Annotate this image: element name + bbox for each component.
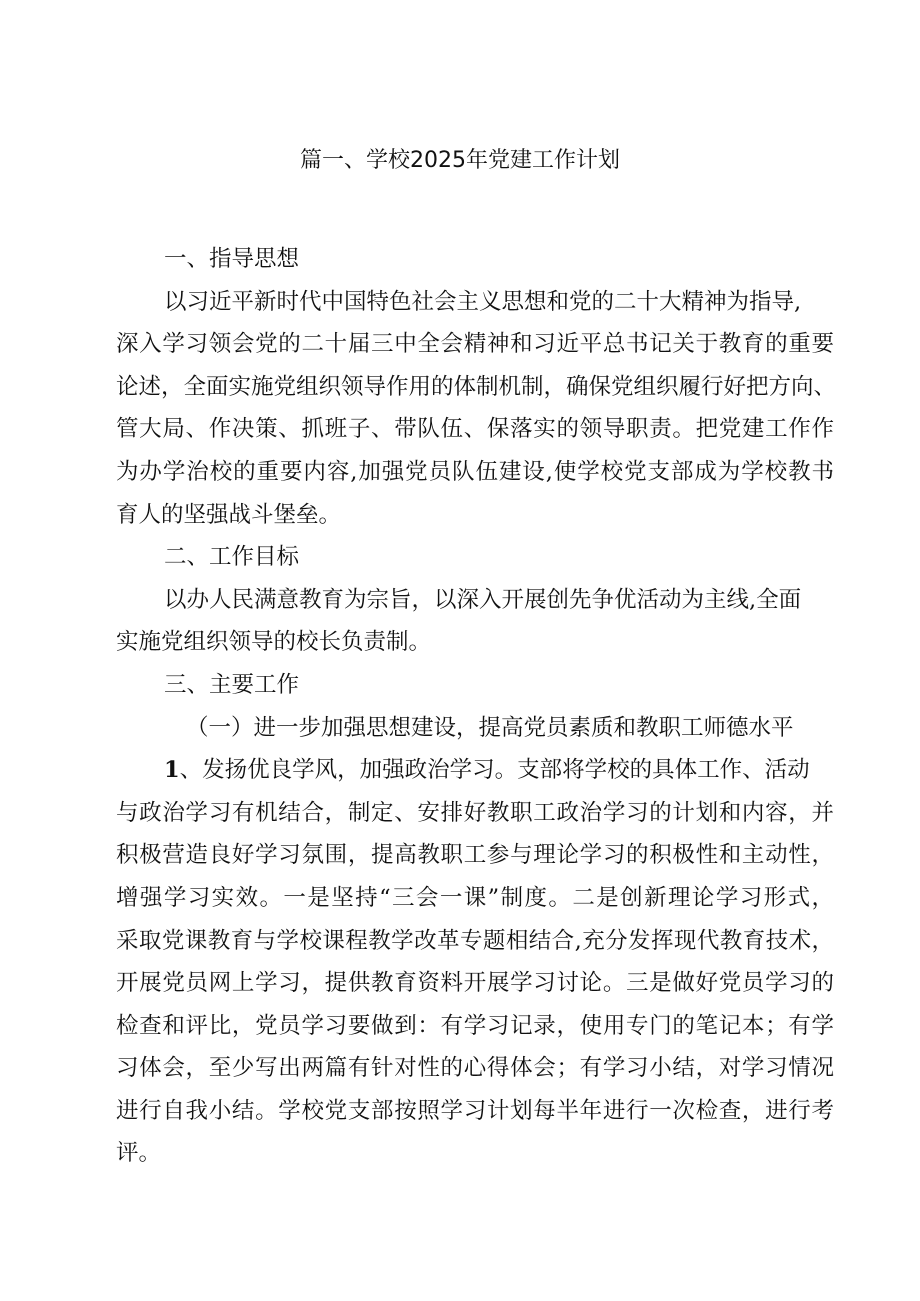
text-line: 一、指导思想	[164, 246, 300, 272]
text-line: 育人的坚强战斗堡垒。	[116, 501, 342, 528]
item-number: 1	[164, 757, 180, 784]
text-line: 三、主要工作	[164, 671, 300, 698]
document-body	[116, 238, 837, 1175]
text-line: 评。	[116, 1140, 162, 1167]
text-line: 以办人民满意教育为宗旨，以深入开展创先争优活动为主线,全面	[164, 586, 802, 613]
text-line: 习体会，至少写出两篇有针对性的心得体会；有学习小结，对学习情况	[116, 1055, 834, 1082]
text-line: 进行自我小结。学校党支部按照学习计划每半年进行一次检查，进行考	[116, 1097, 834, 1124]
text-line: 采取党课教育与学校课程教学改革专题相结合,充分发挥现代教育技术，	[116, 927, 834, 954]
text-line: 增强学习实效。一是坚持“三会一课”制度。二是创新理论学习形式，	[116, 884, 834, 911]
text-line: 以习近平新时代中国特色社会主义思想和党的二十大精神为指导,	[164, 288, 802, 315]
text-line: 深入学习领会党的二十届三中全会精神和习近平总书记关于教育的重要	[116, 331, 834, 358]
text-line: 积极营造良好学习氛围，提高教职工参与理论学习的积极性和主动性，	[116, 842, 834, 869]
text-line: 管大局、作决策、抓班子、带队伍、保落实的领导职责。把党建工作作	[116, 416, 834, 443]
document-title: 篇一、学校2025年党建工作计划	[300, 148, 620, 173]
text-line: 实施党组织领导的校长负责制。	[116, 629, 432, 656]
text-line: 检查和评比，党员学习要做到：有学习记录，使用专门的笔记本；有学	[116, 1012, 834, 1039]
text-line: 为办学治校的重要内容,加强党员队伍建设,使学校党支部成为学校教书	[116, 458, 834, 485]
text-line: 与政治学习有机结合，制定、安排好教职工政治学习的计划和内容，并	[116, 799, 834, 826]
text-line: 论述，全面实施党组织领导作用的体制机制，确保党组织履行好把方向、	[116, 373, 837, 400]
text-line: 二、工作目标	[164, 544, 300, 571]
text-line: 1、发扬优良学风，加强政治学习。支部将学校的具体工作、活动	[164, 757, 810, 784]
text-line: （一）进一步加强思想建设，提高党员素质和教职工师德水平	[186, 714, 794, 741]
text-line: 开展党员网上学习，提供教育资料开展学习讨论。三是做好党员学习的	[116, 970, 834, 997]
